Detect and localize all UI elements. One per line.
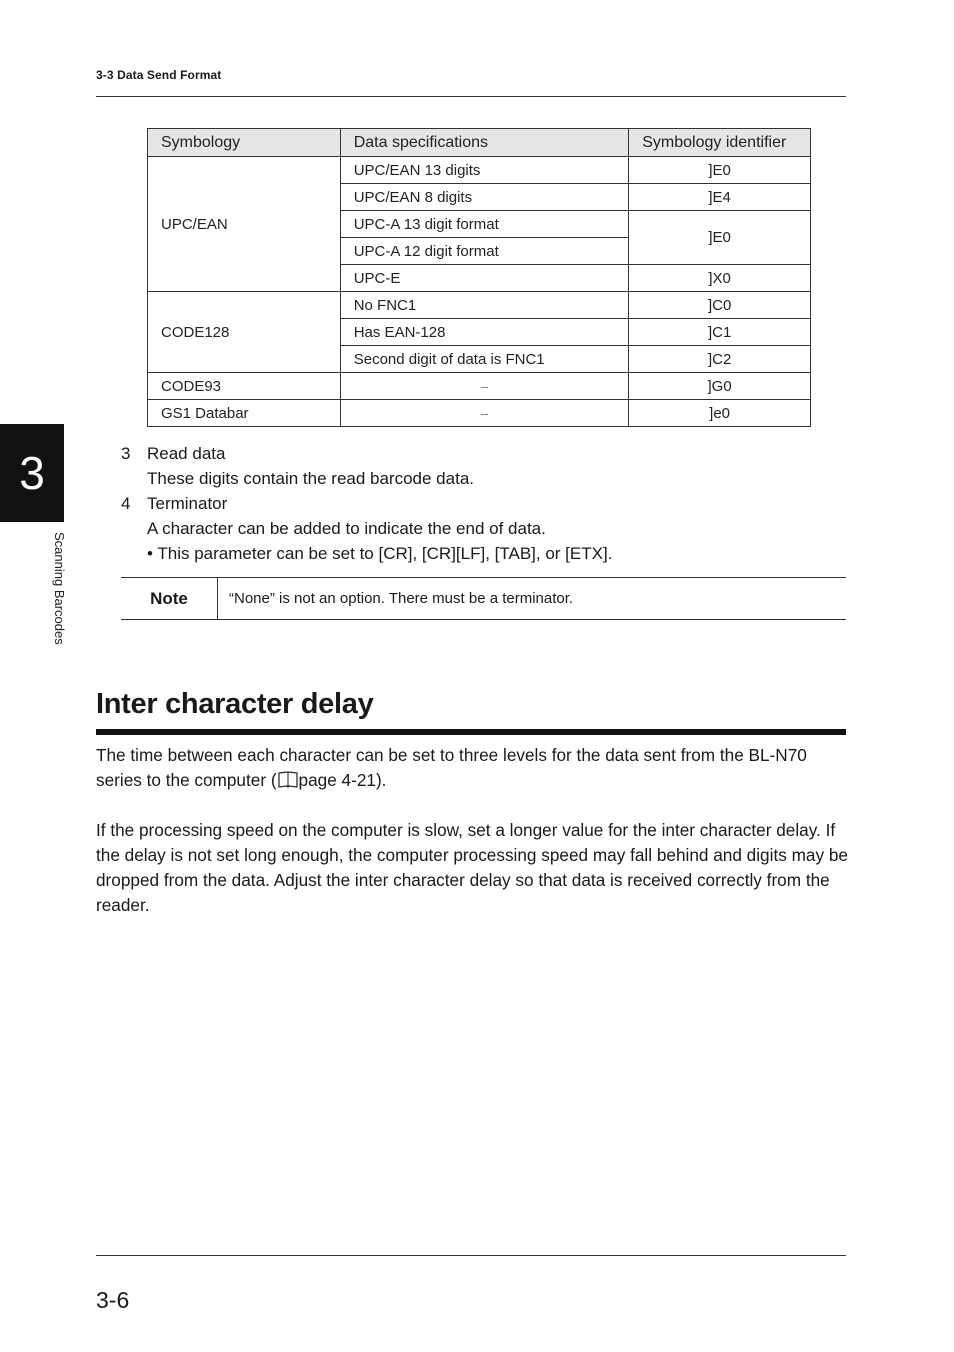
chapter-label: Scanning Barcodes [52,532,67,645]
identifier-cell: ]C2 [629,346,811,373]
book-icon [277,771,299,788]
symbology-table [147,128,811,427]
item-number: 4 [121,494,131,513]
list-item [121,491,612,516]
item-title: Read data [147,444,226,463]
section-rule [96,729,846,735]
spec-cell: Has EAN-128 [340,319,629,346]
table-row [148,400,811,427]
column-header: Symbology identifier [629,129,811,157]
note-label: Note [121,578,218,619]
item-bullet: • This parameter can be set to [CR], [CR][LF], [TAB], or [ETX]. [147,544,613,563]
spec-cell: UPC-E [340,265,629,292]
page-number: 3-6 [96,1287,130,1313]
spec-cell: No FNC1 [340,292,629,319]
symbology-cell: CODE128 [148,292,341,373]
spec-cell: UPC/EAN 8 digits [340,184,629,211]
paragraph-text: The time between each character can be set to three levels for the data sent from the BL-N70 series to the computer ( [96,745,807,790]
note-text: “None” is not an option. There must be a terminator. [229,590,574,607]
spec-cell: UPC-A 12 digit format [340,238,629,265]
list-item [121,441,612,466]
note-box [121,577,846,620]
identifier-cell: ]E0 [629,211,811,265]
numbered-items [121,441,612,566]
column-header: Symbology [148,129,341,157]
table-row [148,292,811,319]
identifier-cell: ]C1 [629,319,811,346]
table-row [148,157,811,184]
identifier-cell: ]E4 [629,184,811,211]
spec-cell: UPC/EAN 13 digits [340,157,629,184]
spec-cell: UPC-A 13 digit format [340,211,629,238]
chapter-tab: 3 [0,424,64,522]
identifier-cell: ]e0 [629,400,811,427]
symbology-cell: CODE93 [148,373,341,400]
header-rule [96,96,846,97]
identifier-cell: ]X0 [629,265,811,292]
item-title: Terminator [147,494,228,513]
section-title: Inter character delay [96,688,374,720]
paragraph [96,743,848,793]
item-number: 3 [121,444,131,463]
column-header: Data specifications [340,129,629,157]
footer-rule [96,1255,846,1256]
identifier-cell: ]E0 [629,157,811,184]
symbology-cell: UPC/EAN [148,157,341,292]
spec-cell: – [340,400,629,427]
item-description: A character can be added to indicate the end of data. [147,519,546,538]
running-header: 3-3 Data Send Format [96,68,222,82]
table-header-row [148,129,811,157]
spec-cell: Second digit of data is FNC1 [340,346,629,373]
spec-cell: – [340,373,629,400]
paragraph: If the processing speed on the computer is slow, set a longer value for the inter character delay. If the delay is not set long enough, the computer processing speed may fall behind and digits may be dropped from the data. Adjust the inter character delay so that data is received correctly from the reader. [96,820,848,915]
symbology-cell: GS1 Databar [148,400,341,427]
item-description: These digits contain the read barcode data. [147,469,474,488]
identifier-cell: ]C0 [629,292,811,319]
identifier-cell: ]G0 [629,373,811,400]
table-row [148,373,811,400]
page-reference-link[interactable]: page 4-21). [298,770,387,790]
